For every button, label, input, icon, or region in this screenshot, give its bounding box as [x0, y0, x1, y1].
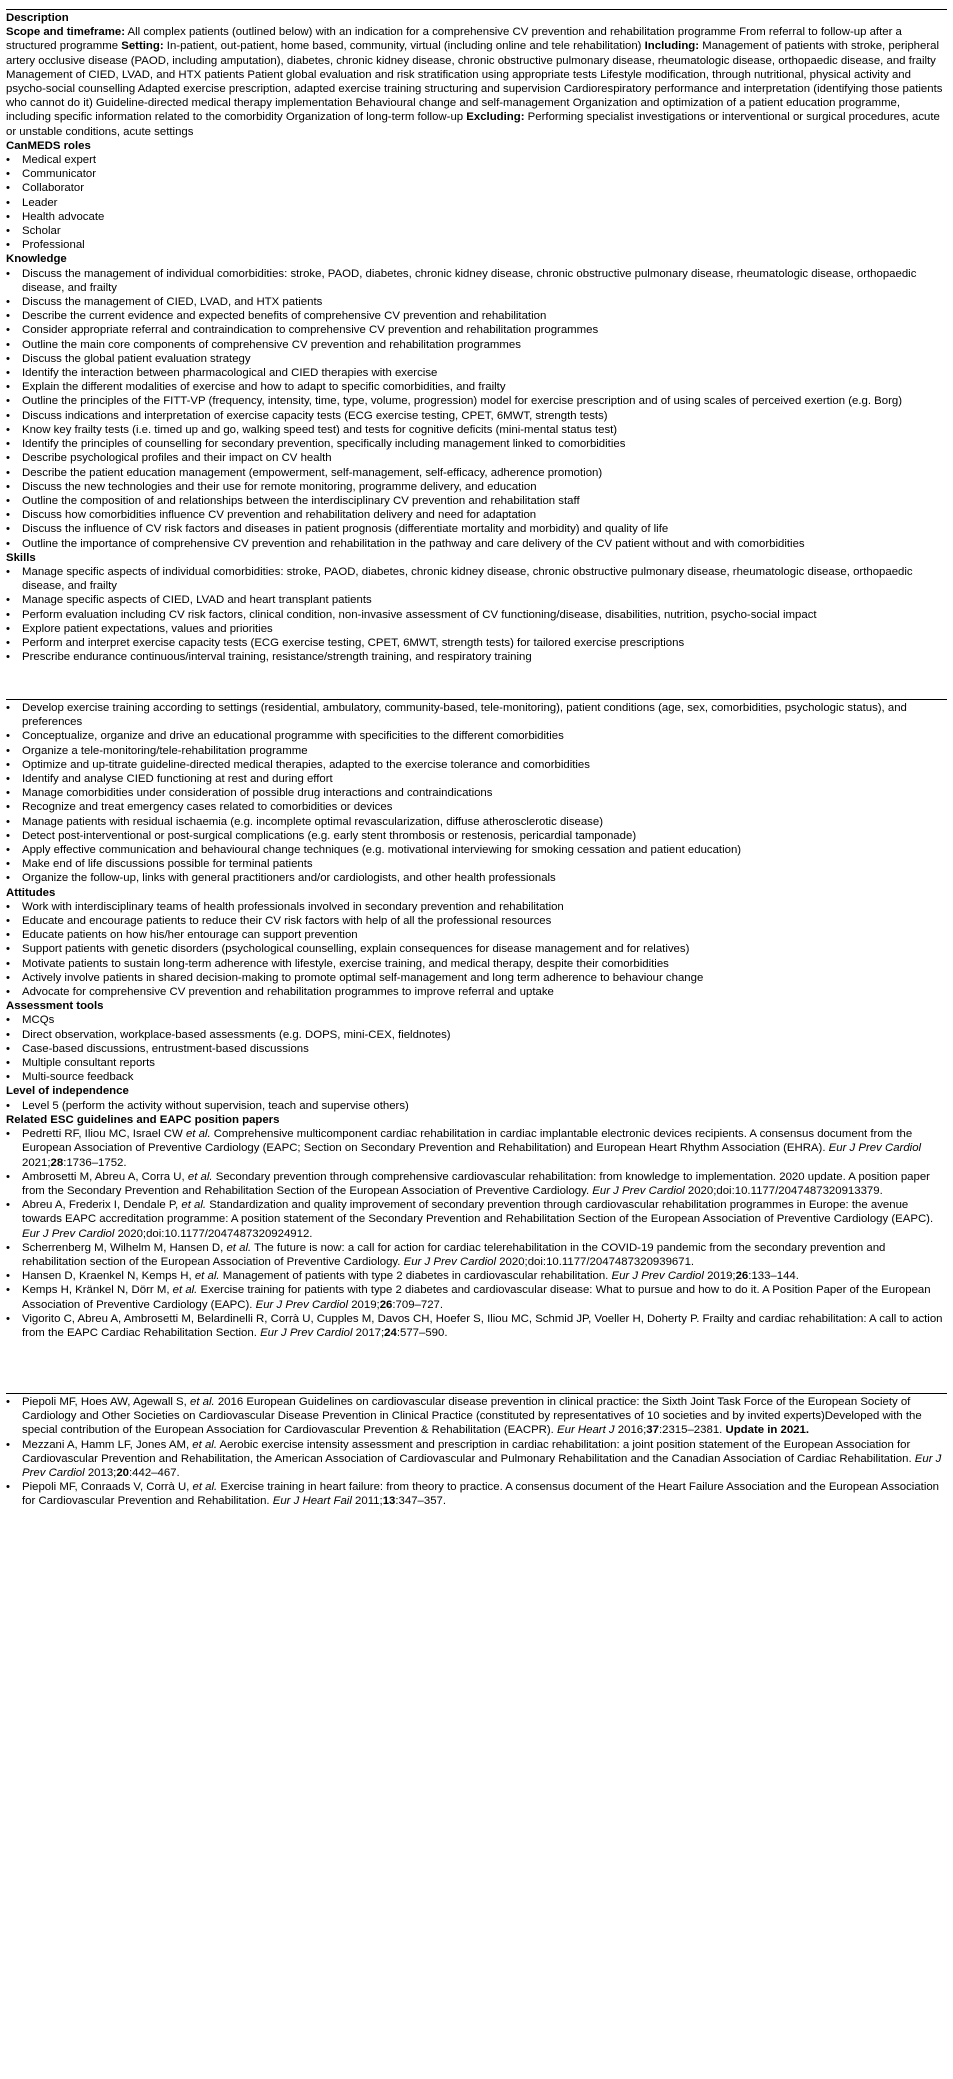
list-item-text: Multiple consultant reports	[22, 1057, 155, 1070]
scope-label: Scope and timeframe:	[6, 26, 126, 39]
reference-volume: 20	[116, 1467, 130, 1480]
reference-year: 2017;	[352, 1326, 385, 1339]
attitudes-list	[6, 900, 945, 999]
list-item	[6, 323, 945, 337]
reference-year: 2019;	[348, 1298, 380, 1311]
list-item	[6, 942, 945, 956]
attitudes-heading: Attitudes	[6, 886, 56, 899]
excluding-label: Excluding:	[466, 111, 525, 124]
bullet-icon: •	[6, 608, 10, 621]
list-item-text: Organize a tele-monitoring/tele-rehabilitation programme	[22, 744, 308, 757]
list-item	[6, 800, 945, 814]
reference-pages: :2315–2381.	[658, 1424, 726, 1437]
list-item	[6, 451, 945, 465]
including-label: Including:	[644, 40, 700, 53]
list-item	[6, 537, 945, 551]
list-item	[6, 181, 945, 195]
bullet-icon: •	[6, 915, 10, 928]
list-item-text: Outline the composition of and relationships between the interdisciplinary CV prevention and rehabilitation staff	[22, 494, 580, 507]
reference-year: 2020;doi:10.1177/2047487320939671.	[496, 1255, 695, 1268]
list-item	[6, 480, 945, 494]
list-item	[6, 409, 945, 423]
list-item-text: Discuss indications and interpretation of exercise capacity tests (ECG exercise testing, CPET, 6MWT, strength tests)	[22, 409, 608, 422]
reference-authors: Abreu A, Frederix I, Dendale P,	[22, 1199, 182, 1212]
reference-journal: Eur J Prev Cardiol	[403, 1255, 497, 1268]
bullet-icon: •	[6, 1270, 10, 1283]
reference-pages: :577–590.	[396, 1326, 448, 1339]
reference-item	[6, 1480, 945, 1508]
bullet-icon: •	[6, 1071, 10, 1084]
bullet-icon: •	[6, 1481, 10, 1494]
list-item	[6, 843, 945, 857]
list-item	[6, 522, 945, 536]
reference-pages: :347–357.	[395, 1495, 447, 1508]
list-item-text: Actively involve patients in shared decision-making to promote optimal self-management and long term adherence to behaviour change	[22, 971, 704, 984]
list-item	[6, 1070, 945, 1084]
list-item	[6, 1056, 945, 1070]
reference-volume: 24	[384, 1326, 397, 1339]
list-item	[6, 900, 945, 914]
list-item-text: Develop exercise training according to settings (residential, ambulatory, community-based, tele-monitoring), patient conditions (age, sex, comorbidities, psychologic status), and preferences	[22, 702, 907, 729]
list-item	[6, 1042, 945, 1056]
list-item-text: Make end of life discussions possible for terminal patients	[22, 858, 313, 871]
bullet-icon: •	[6, 168, 10, 181]
list-item	[6, 238, 945, 252]
list-item	[6, 167, 945, 181]
bullet-icon: •	[6, 900, 10, 913]
bullet-icon: •	[6, 494, 10, 507]
reference-year: 2013;	[84, 1467, 117, 1480]
bullet-icon: •	[6, 829, 10, 842]
reference-pages: :1736–1752.	[63, 1156, 127, 1169]
bullet-icon: •	[6, 296, 10, 309]
bullet-icon: •	[6, 324, 10, 337]
list-item	[6, 309, 945, 323]
including-text: Management of patients with stroke, peripheral artery occlusive disease (PAOD, including amputation), diabetes, chronic kidney disease, chronic obstructive pulmonary disease, rheumatologic disease, orthopaedic disease, and frailty Management of CIED, LVAD, and HTX patients Patient global evaluation and risk stratification using appropriate tests Lifestyle modification, through nutritional, physical activity and psycho-social counselling Adapted exercise prescription, adapted exercise training structuring and supervision Cardiorespiratory performance and interpretation (identifying those patients who cannot do it) Guideline-directed medical therapy implementation Behavioural change and self-management Organization and optimization of a patient education programme, including specific information related to the comorbidity Organization of long-term follow-up	[6, 40, 943, 124]
list-item-text: Recognize and treat emergency cases related to comorbidities or devices	[22, 801, 393, 814]
reference-volume: 28	[50, 1156, 64, 1169]
reference-authors: Kemps H, Kränkel N, Dörr M,	[22, 1284, 173, 1297]
reference-authors: Piepoli MF, Hoes AW, Agewall S,	[22, 1396, 190, 1408]
bullet-icon: •	[6, 452, 10, 465]
reference-pages: :442–467.	[129, 1467, 180, 1480]
list-item	[6, 196, 945, 210]
bullet-icon: •	[6, 1014, 10, 1027]
list-item-text: Outline the importance of comprehensive CV prevention and rehabilitation in the pathway and care delivery of the CV patient without and with comorbidities	[22, 537, 805, 550]
list-item	[6, 971, 945, 985]
list-item-text: Collaborator	[22, 182, 85, 195]
reference-item	[6, 1312, 945, 1340]
list-item-text: Identify the principles of counselling for secondary prevention, specifically including management linked to comorbidities	[22, 438, 626, 451]
reference-et-al: et al.	[187, 1170, 213, 1183]
setting-label: Setting:	[121, 40, 164, 53]
list-item-text: Perform evaluation including CV risk factors, clinical condition, non-invasive assessment of CV functioning/disease, disabilities, nutrition, psycho-social impact	[22, 608, 817, 621]
bullet-icon: •	[6, 971, 10, 984]
list-item	[6, 338, 945, 352]
bullet-icon: •	[6, 773, 10, 786]
list-item-text: Scholar	[22, 225, 61, 238]
reference-title: Aerobic exercise intensity assessment and prescription in cardiac rehabilitation: a joint position statement of the European Association for Cardiovascular Prevention and Rehabilitation, the American Association of Cardiovascular and Pulmonary Rehabilitation and the Canadian Association of Cardiac Rehabilitation.	[22, 1438, 915, 1465]
list-item	[6, 593, 945, 607]
bullet-icon: •	[6, 182, 10, 195]
list-item	[6, 829, 945, 843]
bullet-icon: •	[6, 310, 10, 323]
skills-list	[6, 565, 945, 664]
list-item	[6, 224, 945, 238]
bullet-icon: •	[6, 758, 10, 771]
bullet-icon: •	[6, 338, 10, 351]
list-item	[6, 494, 945, 508]
list-item	[6, 914, 945, 928]
list-item	[6, 1099, 945, 1113]
bullet-icon: •	[6, 929, 10, 942]
bullet-icon: •	[6, 1042, 10, 1055]
list-item-text: Case-based discussions, entrustment-based discussions	[22, 1042, 309, 1055]
independence-list	[6, 1099, 945, 1113]
description-heading: Description	[6, 12, 69, 24]
bullet-icon: •	[6, 844, 10, 857]
list-item-text: Educate patients on how his/her entourage can support prevention	[22, 929, 358, 942]
reference-title: Exercise training for patients with type 2 diabetes and cardiovascular disease: What to pursue and how to do it. A Position Paper of the European Association of Preventive Cardiology (EAPC).	[22, 1284, 931, 1311]
bullet-icon: •	[6, 815, 10, 828]
list-item-text: Motivate patients to sustain long-term adherence with lifestyle, exercise training, and medical therapy, despite their comorbidities	[22, 957, 669, 970]
list-item-text: Detect post-interventional or post-surgical complications (e.g. early stent thrombosis or restenosis, pericardial tamponade)	[22, 829, 637, 842]
list-item-text: Level 5 (perform the activity without supervision, teach and supervise others)	[22, 1099, 409, 1112]
reference-authors: Hansen D, Kraenkel N, Kemps H,	[22, 1270, 195, 1283]
reference-journal: Eur J Heart Fail	[272, 1495, 352, 1508]
list-item-text: Describe psychological profiles and their impact on CV health	[22, 452, 332, 465]
list-item-text: Outline the main core components of comprehensive CV prevention and rehabilitation programmes	[22, 338, 521, 351]
list-item	[6, 701, 945, 729]
list-item-text: Multi-source feedback	[22, 1071, 134, 1084]
bullet-icon: •	[6, 872, 10, 885]
bullet-icon: •	[6, 1028, 10, 1041]
bullet-icon: •	[6, 1438, 10, 1451]
list-item-text: Educate and encourage patients to reduce their CV risk factors with help of all the professional resources	[22, 915, 552, 928]
section-2-rule	[6, 699, 947, 700]
references-list-continued	[6, 1395, 945, 1509]
skills-cont-list	[6, 701, 945, 886]
list-item-text: Manage specific aspects of individual comorbidities: stroke, PAOD, diabetes, chronic kidney disease, chronic obstructive pulmonary disease, rheumatologic disease, orthopaedic disease, and frailty	[22, 565, 913, 593]
list-item-text: Discuss the management of individual comorbidities: stroke, PAOD, diabetes, chronic kidney disease, chronic obstructive pulmonary disease, rheumatologic disease, orthopaedic disease, and frailty	[22, 267, 917, 294]
list-item	[6, 466, 945, 480]
list-item	[6, 1028, 945, 1042]
list-item-text: Leader	[22, 196, 58, 209]
list-item-text: Explain the different modalities of exercise and how to adapt to specific comorbidities, and frailty	[22, 381, 506, 394]
bullet-icon: •	[6, 480, 10, 493]
bullet-icon: •	[6, 957, 10, 970]
section-1	[6, 11, 945, 664]
list-item	[6, 352, 945, 366]
bullet-icon: •	[6, 787, 10, 800]
list-item	[6, 985, 945, 999]
reference-title: Comprehensive multicomponent cardiac rehabilitation in cardiac implantable electronic devices recipients. A consensus document from the European Association of Preventive Cardiology (EAPC; Section on Secondary Prevention and Rehabilitation) and European Heart Rhythm Association (EHRA).	[22, 1128, 913, 1155]
bullet-icon: •	[6, 466, 10, 479]
reference-title: Standardization and quality improvement of secondary prevention through cardiovascular rehabilitation programmes in Europe: the avenue towards EAPC accreditation programme: A position statement of the Secondary Prevention and Rehabilitation Section of the European Association of Preventive Cardiology (EAPC).	[22, 1199, 934, 1226]
list-item-text: Manage patients with residual ischaemia (e.g. incomplete optimal revascularization, diffuse atherosclerotic disease)	[22, 815, 604, 828]
bullet-icon: •	[6, 651, 10, 664]
top-rule	[6, 9, 947, 10]
reference-et-al: et al.	[185, 1128, 211, 1141]
bullet-icon: •	[6, 565, 10, 578]
list-item	[6, 857, 945, 871]
section-3	[6, 1395, 945, 1509]
list-item	[6, 729, 945, 743]
bullet-icon: •	[6, 702, 10, 714]
list-item	[6, 622, 945, 636]
list-item-text: Communicator	[22, 168, 97, 181]
bullet-icon: •	[6, 225, 10, 238]
reference-item	[6, 1241, 945, 1269]
list-item	[6, 210, 945, 224]
canmeds-heading: CanMEDS roles	[6, 139, 91, 152]
reference-item	[6, 1283, 945, 1311]
bullet-icon: •	[6, 267, 10, 280]
reference-volume: 13	[382, 1495, 396, 1508]
list-item-text: Manage comorbidities under consideration of possible drug interactions and contraindications	[22, 787, 493, 800]
reference-year: 2011;	[351, 1495, 383, 1508]
reference-year: 2020;doi:10.1177/2047487320913379.	[684, 1184, 883, 1197]
bullet-icon: •	[6, 1099, 10, 1112]
list-item-text: Prescribe endurance continuous/interval training, resistance/strength training, and respiratory training	[22, 651, 532, 664]
reference-volume: 26	[735, 1270, 749, 1283]
bullet-icon: •	[6, 1057, 10, 1070]
reference-et-al: et al.	[189, 1396, 215, 1408]
setting-text: In-patient, out-patient, home based, community, virtual (including online and tele rehabilitation)	[163, 40, 645, 53]
bullet-icon: •	[6, 1170, 10, 1183]
section-3-rule	[6, 1393, 947, 1394]
list-item-text: Support patients with genetic disorders (psychological counselling, explain consequences for disease management and for relatives)	[22, 943, 690, 956]
list-item	[6, 508, 945, 522]
reference-item	[6, 1198, 945, 1241]
list-item	[6, 608, 945, 622]
reference-volume: 37	[646, 1424, 659, 1437]
reference-volume: 26	[379, 1298, 393, 1311]
list-item-text: Discuss how comorbidities influence CV prevention and rehabilitation delivery and need for adaptation	[22, 509, 537, 522]
list-item-text: Discuss the influence of CV risk factors and diseases in patient prognosis (differentiate mortality and morbidity) and quality of life	[22, 523, 669, 536]
list-item-text: Medical expert	[22, 154, 97, 167]
bullet-icon: •	[6, 594, 10, 607]
list-item	[6, 786, 945, 800]
bullet-icon: •	[6, 210, 10, 223]
bullet-icon: •	[6, 381, 10, 394]
bullet-icon: •	[6, 509, 10, 522]
bullet-icon: •	[6, 367, 10, 380]
list-item	[6, 928, 945, 942]
reference-title: Secondary prevention through comprehensive cardiovascular rehabilitation: from knowledge to implementation. 2020 update. A position paper from the Secondary Prevention and Rehabilitation Section of the European Association of Preventive Cardiology.	[22, 1170, 930, 1197]
list-item-text: Conceptualize, organize and drive an educational programme with specificities to the different comorbidities	[22, 730, 564, 743]
list-item	[6, 153, 945, 167]
list-item	[6, 815, 945, 829]
reference-authors: Pedretti RF, Iliou MC, Israel CW	[22, 1128, 186, 1141]
reference-journal: Eur J Prev Cardiol	[255, 1298, 349, 1311]
list-item-text: Perform and interpret exercise capacity tests (ECG exercise testing, CPET, 6MWT, strength tests) for tailored exercise prescriptions	[22, 636, 685, 649]
reference-item	[6, 1127, 945, 1170]
reference-et-al: et al.	[226, 1241, 252, 1254]
list-item-text: Identify and analyse CIED functioning at rest and during effort	[22, 773, 333, 786]
reference-update: Update in 2021.	[725, 1424, 810, 1437]
list-item-text: Apply effective communication and behavioural change techniques (e.g. motivational interviewing for smoking cessation and patient education)	[22, 844, 742, 857]
list-item-text: Organize the follow-up, links with general practitioners and/or cardiologists, and other health professionals	[22, 872, 556, 885]
list-item-text: Manage specific aspects of CIED, LVAD and heart transplant patients	[22, 594, 372, 607]
bullet-icon: •	[6, 1312, 10, 1325]
list-item	[6, 366, 945, 380]
list-item	[6, 1013, 945, 1027]
reference-journal: Eur J Prev Cardiol	[828, 1142, 922, 1155]
list-item	[6, 380, 945, 394]
bullet-icon: •	[6, 801, 10, 814]
reference-title: The future is now: a call for action for cardiac telerehabilitation in the COVID-19 pandemic from the secondary prevention and rehabilitation section of the European Association of Preventive Cardiology.	[22, 1241, 886, 1268]
reference-journal: Eur J Prev Cardiol	[592, 1184, 685, 1197]
bullet-icon: •	[6, 622, 10, 635]
list-item	[6, 744, 945, 758]
scope-text: All complex patients (outlined below) with an indication for a comprehensive CV prevention and rehabilitation programme From referral to follow-up after a structured programme	[6, 26, 902, 53]
list-item	[6, 871, 945, 885]
reference-journal: Eur J Prev Cardiol	[22, 1452, 942, 1480]
reference-authors: Vigorito C, Abreu A, Ambrosetti M, Belardinelli R, Corrà U, Cupples M, Davos CH, Hoefer S, Iliou MC, Schmid JP, Voeller H, Doherty P. Frailty and cardiac rehabilitation: A call to action from the EAPC Cardiac Rehabilitation Section.	[22, 1312, 943, 1339]
bullet-icon: •	[6, 1284, 10, 1297]
bullet-icon: •	[6, 423, 10, 436]
reference-et-al: et al.	[194, 1270, 220, 1283]
reference-et-al: et al.	[192, 1438, 217, 1451]
references-list	[6, 1127, 945, 1340]
bullet-icon: •	[6, 154, 10, 167]
bullet-icon: •	[6, 636, 10, 649]
reference-authors: Ambrosetti M, Abreu A, Corra U,	[22, 1170, 188, 1183]
assessment-list	[6, 1013, 945, 1084]
reference-authors: Scherrenberg M, Wilhelm M, Hansen D,	[22, 1241, 227, 1254]
list-item	[6, 295, 945, 309]
reference-journal: Eur J Prev Cardiol	[22, 1227, 115, 1240]
bullet-icon: •	[6, 196, 10, 209]
reference-year: 2019;	[703, 1270, 736, 1283]
bullet-icon: •	[6, 744, 10, 757]
independence-heading: Level of independence	[6, 1085, 129, 1098]
reference-journal: Eur Heart J	[557, 1424, 615, 1437]
list-item	[6, 267, 945, 295]
description-paragraph	[6, 25, 945, 139]
bullet-icon: •	[6, 352, 10, 365]
reference-title: 2016 European Guidelines on cardiovascular disease prevention in clinical practice: the Sixth Joint Task Force of the European Society of Cardiology and Other Societies on Cardiovascular Disease Prevention in Clinical Practice (constituted by representatives of 10 societies and by invited experts)Developed with the special contribution of the European Association for Cardiovascular Prevention & Rehabilitation (EACPR).	[22, 1396, 922, 1437]
bullet-icon: •	[6, 438, 10, 451]
knowledge-list	[6, 267, 945, 551]
list-item-text: Direct observation, workplace-based assessments (e.g. DOPS, mini-CEX, fieldnotes)	[22, 1028, 451, 1041]
bullet-icon: •	[6, 537, 10, 550]
reference-item	[6, 1269, 945, 1283]
reference-authors: Piepoli MF, Conraads V, Corrà U,	[22, 1481, 193, 1494]
list-item-text: Health advocate	[22, 210, 105, 223]
bullet-icon: •	[6, 730, 10, 743]
list-item-text: Optimize and up-titrate guideline-directed medical therapies, adapted to the exercise tolerance and comorbidities	[22, 758, 590, 771]
list-item-text: Professional	[22, 239, 85, 252]
reference-journal: Eur J Prev Cardiol	[260, 1326, 353, 1339]
bullet-icon: •	[6, 239, 10, 252]
list-item-text: Identify the interaction between pharmacological and CIED therapies with exercise	[22, 367, 438, 380]
reference-year: 2016;	[614, 1424, 647, 1437]
bullet-icon: •	[6, 943, 10, 956]
skills-heading: Skills	[6, 551, 36, 564]
excluding-text: Performing specialist investigations or interventional or surgical procedures, acute or unstable conditions, acute settings	[6, 111, 940, 138]
bullet-icon: •	[6, 1396, 10, 1408]
bullet-icon: •	[6, 1199, 10, 1212]
list-item-text: Describe the current evidence and expected benefits of comprehensive CV prevention and rehabilitation	[22, 310, 547, 323]
reference-pages: :709–727.	[392, 1298, 444, 1311]
list-item-text: Outline the principles of the FITT-VP (frequency, intensity, time, type, volume, progression) model for exercise prescription and of using scales of perceived exertion (e.g. Borg)	[22, 395, 903, 408]
reference-year: 2021;	[22, 1156, 51, 1169]
reference-item	[6, 1438, 945, 1481]
list-item	[6, 758, 945, 772]
list-item-text: Advocate for comprehensive CV prevention and rehabilitation programmes to improve referral and uptake	[22, 986, 554, 999]
list-item	[6, 565, 945, 593]
reference-title: Management of patients with type 2 diabetes in cardiovascular rehabilitation.	[219, 1270, 612, 1283]
list-item-text: Discuss the management of CIED, LVAD, and HTX patients	[22, 296, 323, 309]
bullet-icon: •	[6, 395, 10, 408]
reference-journal: Eur J Prev Cardiol	[611, 1270, 704, 1283]
list-item	[6, 957, 945, 971]
list-item-text: MCQs	[22, 1014, 55, 1027]
list-item-text: Consider appropriate referral and contraindication to comprehensive CV prevention and rehabilitation programmes	[22, 324, 599, 337]
list-item-text: Know key frailty tests (i.e. timed up and go, walking speed test) and tests for cognitive deficits (mini-mental status test)	[22, 423, 618, 436]
list-item-text: Explore patient expectations, values and priorities	[22, 622, 273, 635]
section-2	[6, 701, 945, 1340]
list-item	[6, 437, 945, 451]
reference-item	[6, 1170, 945, 1198]
bullet-icon: •	[6, 523, 10, 536]
bullet-icon: •	[6, 858, 10, 871]
guidelines-heading: Related ESC guidelines and EAPC position papers	[6, 1113, 280, 1126]
list-item	[6, 650, 945, 664]
list-item-text: Work with interdisciplinary teams of health professionals involved in secondary prevention and rehabilitation	[22, 900, 564, 913]
knowledge-heading: Knowledge	[6, 253, 67, 266]
reference-pages: :133–144.	[748, 1270, 799, 1283]
bullet-icon: •	[6, 986, 10, 999]
reference-et-al: et al.	[192, 1481, 218, 1494]
reference-item	[6, 1395, 945, 1438]
reference-et-al: et al.	[172, 1284, 198, 1297]
assessment-heading: Assessment tools	[6, 1000, 104, 1013]
bullet-icon: •	[6, 1128, 10, 1141]
reference-et-al: et al.	[181, 1199, 207, 1212]
list-item-text: Describe the patient education management (empowerment, self-management, self-efficacy, adherence promotion)	[22, 466, 603, 479]
list-item	[6, 636, 945, 650]
list-item	[6, 772, 945, 786]
reference-authors: Mezzani A, Hamm LF, Jones AM,	[22, 1438, 193, 1451]
list-item	[6, 394, 945, 408]
bullet-icon: •	[6, 409, 10, 422]
reference-year: 2020;doi:10.1177/2047487320924912.	[114, 1227, 313, 1240]
canmeds-list	[6, 153, 945, 252]
list-item-text: Discuss the global patient evaluation strategy	[22, 352, 251, 365]
bullet-icon: •	[6, 1241, 10, 1254]
list-item	[6, 423, 945, 437]
list-item-text: Discuss the new technologies and their use for remote monitoring, programme delivery, and education	[22, 480, 537, 493]
reference-title: Exercise training in heart failure: from theory to practice. A consensus document of the Heart Failure Association and the European Association for Cardiovascular Prevention and Rehabilitation.	[22, 1481, 940, 1508]
